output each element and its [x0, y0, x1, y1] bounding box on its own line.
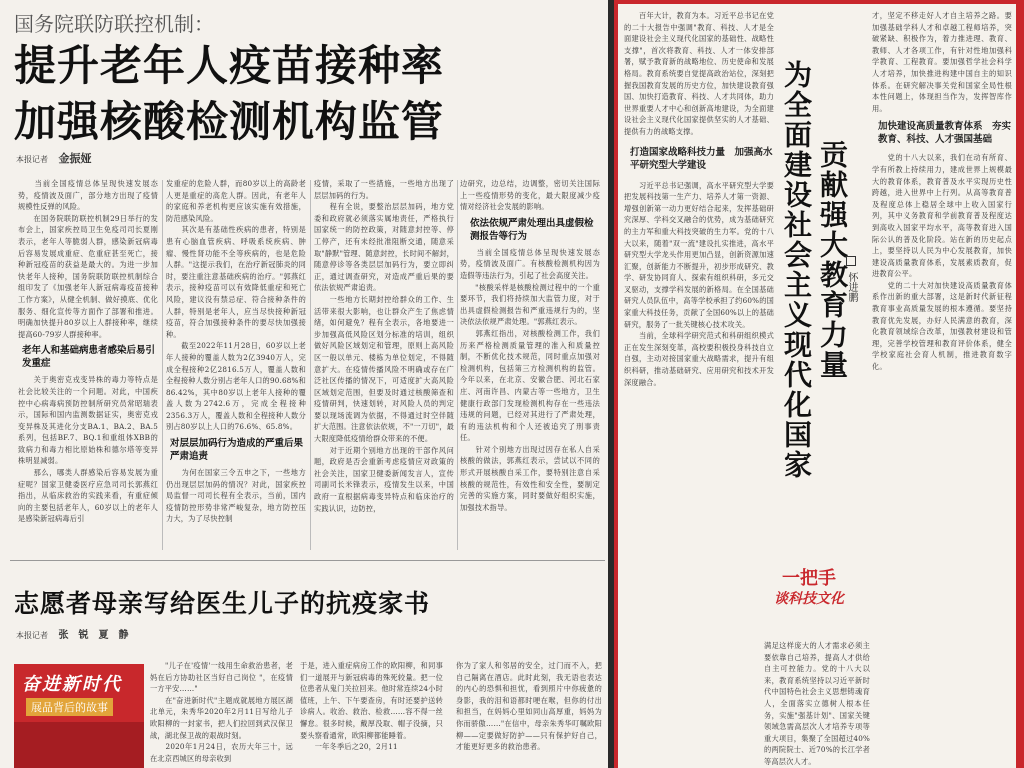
red-border-right	[1016, 0, 1024, 768]
section-heading: 加快建设高质量教育体系 夯实教育、科技、人才强国基础	[878, 121, 1012, 146]
column-text: 当前全国疫情总体呈现快速发展态势，疫情波及面广，部分地方出现了疫情规模性反弹的风险。 在国务院联防联控机制29日举行的发布会上，国家疾控局卫生免疫司司长夏刚表示，老年人等脆弱人群，感染新冠病毒后容易发展成重症、危重症甚至死亡，接种新冠疫苗的获益是最大的。为进一步加快老年人接种，国务院联防联控机制综合组印发了《加强老年人新冠病毒疫苗接种工作方案》，从健全机制、做好摸底、优化服务、细化宣传等方面作了部署和推进。明确加快提升80岁以上人群接种率，继续提高60-79岁人群接种率。	[18, 179, 158, 339]
author	[844, 272, 859, 302]
column-text: 当前全国疫情总体呈现快速发展态势，疫情波及面广。有核酸检测机构因为造假等违法行为，引起了社会高度关注。 "核酸采样是核酸检测过程中的一个重要环节，我们将持续加大监管力度，对于出具虚假检测报告和严重违规行为的，坚决依法依规严肃处理。"郭燕红表示。 郭燕红指出，对核酸检测工作，我们历来严格检测质量管理的准入和质量控制，不断优化技术规范，同时重点加强对检测机构，包括第三方检测机构的监管。今年以来，在北京、安徽合肥、河北石家庄、河南许昌、内蒙古等一些地方，卫生健康行政部门发现检测机构存在一些违法违规的问题，已经对其进行了严肃处理，有的违法机构和个人还被追究了刑事责任。 针对个别地方出现过因存在私人自采核酸的做法，郭燕红表示，尝试以不同的形式开展核酸自采工作，要特别注意自采核酸的规范性，有效性和安全性，要制定完善的实施方案，同时要做好组织实施，加强技术指导。	[460, 247, 600, 512]
column-text: 发重症的危险人群，而80岁以上的高龄老人更是重症的高危人群。因此，有老年人的家庭和养老机构更应该实施有效措施，防范感染风险。 其次是有基础性疾病的患者，特别是患有心脑血管疾病、呼吸系统疾病、肿瘤、慢性肾功能不全等疾病的，也是危险人群。"这提示我们，在治疗新冠肺炎的同时，要注重注意基础疾病的治疗。"郭燕红表示，接种疫苗可以有效降低重症和死亡风险，建议没有禁忌症、符合接种条件的人群，特别是老年人，应当尽快接种新冠疫苗，符合加强接种条件的要尽快加强接种。 截至2022年11月28日，60岁以上老年人接种的覆盖人数为2亿3940万人，完成全程接种2亿2816.5万人，覆盖人数和全程接种人数分别占老年人口的90.68%和86.42%，其中80岁以上老年人接种的覆盖人数为2742.6万，完成全程接种2356.3万人，覆盖人数和全程接种人数分别占80岁以上人口的76.6%、65.8%。	[166, 179, 306, 432]
vertical-title-line-1: 贡献强大教育力量	[816, 140, 849, 380]
article-column-2	[166, 178, 306, 553]
author-mark-icon	[846, 256, 856, 266]
column-text: 才，坚定不移走好人才自主培养之路。要加强基础学科人才和卓越工程师培养，突破紧缺、积极作为，着力推进理、教育、教师、人才各项工作，有针对性地加强科学教育、工程教育。要加强哲学社会科学人才培养，加快推进构建中国自主的知识体系。在研究解决事关党和国家全局性根本性问题上，体现担当作为，发挥智库作用。	[872, 11, 1012, 113]
right-column-1	[624, 10, 774, 766]
right-column-2: 满足这样庞大的人才需求必须主要依靠自己培养，提高人才供给自主可控能力。党的十八大以来，教育系统坚持以习近平新时代中国特色社会主义思想铸魂育人，全面落实立德树人根本任务，实施"强基计划"、国家关键领域急需高层次人才培养专项等重大项目，集聚了全国超过40%的两院院士、近70%的长江学者等高层次人才。	[764, 641, 870, 766]
banner-ribbon	[14, 722, 144, 768]
column-text: 党的十八大以来，我们在动有所育、学有所教上持续用力，建成世界上规模最大的教育体系，教育普及水平实现历史性跨越，进入世界中上行列。从高等教育普及程度总体上稳居全球中上收入国家行列，其中义务教育和学前教育普及程度达到高收入国家平均水平，高等教育进入国际公认的普及化阶段。站在新的历史起点上，要坚持以人民为中心发展教育，加快建设高质量教育体系，发展素质教育，促进教育公平。 党的二十大对加快建设高质量教育体系作出新的重大部署，这是新时代新征程教育事业高质量发展的根本遵循。要坚持教育优先发展，办好人民满意的教育，深化教育领域综合改革，加强教材建设和管理，完善学校管理和教育评价体系，健全学校家庭社会育人机制，推进教育数字化。	[872, 153, 1012, 372]
article-column-1	[18, 178, 158, 553]
byline-label: 本报记者	[16, 155, 48, 164]
article-column-3	[314, 178, 454, 553]
article-column-4	[460, 178, 600, 553]
sub-byline-label: 本报记者	[16, 631, 48, 640]
logo-line-1: 一把手	[782, 568, 836, 589]
column-divider	[457, 180, 458, 550]
headline-line-1: 提升老年人疫苗接种率	[14, 41, 445, 90]
column-text: 为何在国家三令五申之下，一些地方仍出现层层加码的情况？对此，国家疾控局监督一司司长程有全表示，当前，国内疫情防控形势非常严峻复杂，地方防控压力大，为了尽快控制	[166, 468, 306, 524]
column-text: 习近平总书记强调，高水平研究型大学要把发展科技第一生产力、培养人才第一资源、增强创新第一动力更好结合起来，发挥基础研究深厚、学科交叉融合的优势，成为基础研究的主力军和重大科技突破的生力军。党的十八大以来，随着"双一流"建设扎实推进，高水平研究型大学龙头作用更加凸显，创新资源加速汇聚，创新能力不断提升，初步形成研究、教学、研发协同育人、探索有组织科研，多元交叉驱动，支撑学科发展的新格局。在全国基础研究人员队伍中，高等学校承担了约60%的国家重大科技任务，贡献了全国60%以上的基础研究，服务了一批关键核心技术攻关。 当前，全球科学研究范式和科研组织模式正在发生深刻变革，高校要积极投身科技自立自强，主动对接国家重大战略需求，提升有组织科研，推动基础研究、应用研究和技术开发深度融合。	[624, 180, 774, 387]
section-heading: 对层层加码行为造成的严重后果严肃追责	[170, 438, 304, 463]
exhibit-banner	[14, 664, 144, 768]
banner-title: 奋进新时代	[22, 674, 122, 695]
sub-byline-names: 张 锐 夏 静	[58, 630, 129, 641]
column-divider	[162, 180, 163, 550]
headline	[14, 38, 444, 150]
vertical-title-line-2: 为全面建设社会主义现代化国家	[780, 60, 813, 480]
column-text: 疫情，采取了一些措施，一些地方出现了层层加码的行为。 程有全说，要整治层层加码，地方党委和政府就必须落实属地责任，严格执行国家统一的防控政策，对随意封控等、停工停产，还有未经批准阻断交通，随意采取"静默"管理、随意封控，长时间不解封，随意停诊等各类层层加码行为，要立即纠正，通过调查研究，对造成严重后果的要依法依规严肃追责。 一些地方长期封控给群众的工作、生活带来很大影响，也让群众产生了焦虑情绪，如何避免？程有全表示，各地要进一步加强高低风险区划分标准的培训，组织做好风险区域划定和管理，原则上高风险区一般以单元、楼栋为单位划定，不得随意扩大。在疫情传播风险不明确或存在广泛社区传播的情况下，可适度扩大高风险区域划定范围，但要及时通过核酸筛查和疫情研判，快速划转，对风险人员的判定要以现场流调为依据，不得通过时空伴随扩大范围。注意依法依规，不"一刀切"，最大限度降低疫情给群众带来的不便。 对于近期个别地方出现的干部作风问题，政府是否会重新考虑疫情应对政策的社会关注，国家卫健委新闻发言人，宣传司副司长米锋表示，疫情发生以来，中国政府一直根据病毒变异特点和临床治疗的实践认识，边防控，	[314, 179, 454, 513]
section-divider	[10, 560, 605, 561]
red-border-left	[614, 0, 618, 768]
vertical-title	[778, 60, 850, 580]
column-text: 关于奥密克戎变异株的毒力等特点是社会比较关注的一个问题。对此，中国疾控中心病毒病预防控制所研究员常昭瑞表示，国际和国内监测数据证实，奥密克戎变异株及其进化分支BA.1、BA.2、BA.5系列，包括BF.7、BQ.1和重组体XBB的致病力和毒力相比原始株和德尔塔等变异株明显减弱。 那么，哪类人群感染后容易发展为重症呢？国家卫健委医疗应急司司长郭燕红指出，从临床救治的实践来看，有重症倾向的主要包括老年人，60岁以上的老年人是感染新冠病毒后引	[18, 375, 158, 524]
logo-line-2: 谈科技文化	[774, 591, 844, 607]
section-heading: 打造国家战略科技力量 加强高水平研究型大学建设	[630, 146, 773, 171]
headline-line-2: 加强核酸检测机构监管	[14, 97, 445, 146]
right-column-3	[872, 10, 1012, 766]
column-logo	[768, 560, 868, 630]
column-text: 百年大计，教育为本。习近平总书记在党的二十大报告中强调"教育、科技、人才是全面建设社会主义现代化国家的基础性、战略性支撑"，首次将教育、科技、人才一体安排部署，赋予教育新的战略地位、历史使命和发展格局。教育系统要自觉提高政治站位，深刻把握我国教育发展的历史方位，加快建设教育强国、加快打造教育、科技、人才共同体，助力世界重要人才中心和创新高地建设，为全面建设社会主义现代化国家提供坚实的人才基础、提供有力的战略支撑。	[624, 11, 774, 136]
sub-article-column-2: 于是，进入重症病房工作的欧阳柳，和同事们一道展开与新冠病毒的殊死较量。把一位位患者从鬼门关拉回来。他时常连续24小时值班，上午、下午要查房，有时还要护送转诊病人。收治、救治、检救……容不得一丝懈怠。很多时候，戴厚没取、帽子没摘，只要头察看通常，欧阳柳都能睡着。 一年冬季后之20，2月11	[300, 661, 443, 752]
byline	[16, 150, 92, 166]
sub-article-column-1: "儿子在'疫情'一线用生命救治患者，老妈在后方协助社区当好自己岗位 "，在疫情一方平安……" 在"奋进新时代"主题成就展地方展区湖北单元，朱秀华2020年2月11日写给儿子欧阳柳的一封家书，把人们拉回到武汉保卫战，湖北保卫战的艰战时刻。 2020年1月24日，农历大年三十，远在北京西城区的母亲收到	[150, 661, 293, 763]
headline-kicker: 国务院联防联控机制：	[14, 12, 214, 36]
column-text: 边研究，边总结，边调整，密切关注国际上一些疫情形势的变化，最大限度减少疫情对经济社会发展的影响。	[460, 179, 600, 212]
sub-byline	[16, 626, 129, 641]
sub-article-column-3: 你为了家人和邻居的安全，过门而不入，把自己隔离在酒店。此时此刻，我无语也表达的内心的恐惧和担忧，看到照片中你疲惫的身影，我的泪和语都时哽在喉，但你的付出和担当，在妈妈心里如同山高厚重，妈妈为你而骄傲……"在信中，母亲朱秀华叮嘱欧阳柳——定要做好防护——只有保护好自己，才能更好更多的救治患者。	[456, 661, 602, 752]
column-divider	[310, 180, 311, 550]
banner-subtitle: 展品背后的故事	[26, 698, 113, 716]
red-border-top	[614, 0, 1024, 4]
section-heading: 老年人和基础病患者感染后易引发重症	[22, 345, 156, 370]
sub-headline: 志愿者母亲写给医生儿子的抗疫家书	[14, 589, 431, 618]
section-heading: 依法依规严肃处理出具虚假检测报告等行为	[470, 217, 594, 242]
byline-name: 金振娅	[58, 152, 92, 165]
author-name: 怀进鹏	[846, 272, 857, 302]
